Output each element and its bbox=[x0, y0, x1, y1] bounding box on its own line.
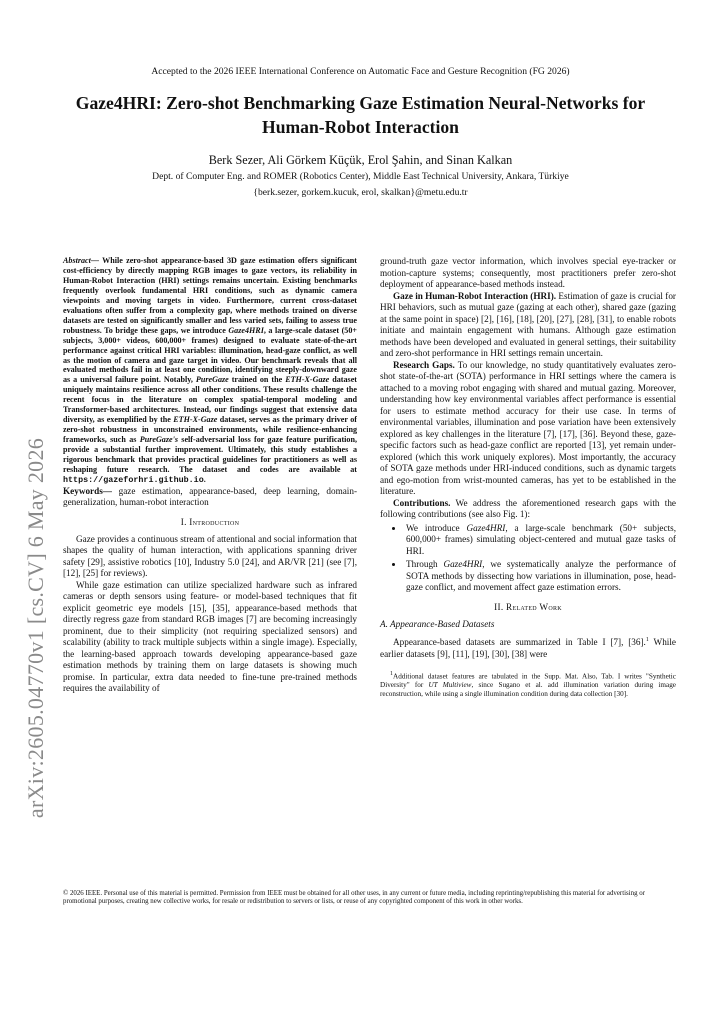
runin-heading: Contributions. bbox=[393, 497, 451, 508]
author-list: Berk Sezer, Ali Görkem Küçük, Erol Şahin, and Sinan Kalkan bbox=[208, 153, 513, 167]
intro-paragraph-2: While gaze estimation can utilize specialized hardware such as infrared cameras or depth sensors using feature- or model-based techniques that fit explicit geometric eye models [15], [35], appearance-based methods that directly regress gaze from standard RGB images [7] are becoming increasingly prominent, due to their simplicity (not requiring specialized sensors) and scalability (ability to track multiple subjects within a single image). Especially, the learning-based approach towards developing appearance-based gaze estimation methods by training them on large datasets is showing much promise. In particular, extra data needed to fine-tune pre-trained methods requires the availability of bbox=[63, 579, 357, 694]
runin-heading: Research Gaps. bbox=[393, 359, 455, 370]
author-emails: {berk.sezer, gorkem.kucuk, erol, skalkan}@metu.edu.tr bbox=[253, 187, 468, 198]
dataset-name: Gaze4HRI bbox=[443, 559, 483, 569]
section-heading-introduction: I. Introduction bbox=[180, 516, 240, 527]
method-name: PureGaze bbox=[195, 375, 229, 385]
abstract-label: Abstract bbox=[63, 256, 91, 265]
contributions-paragraph: Contributions. We address the aforementioned research gaps with the following contributions (see also Fig. 1): bbox=[380, 497, 676, 519]
keywords-label: Keywords— bbox=[63, 485, 112, 496]
datasets-paragraph: Appearance-based datasets are summarized in Table I [7], [36].$^1$ While earlier datasets [9], [11], [19], [30], [38] were bbox=[380, 637, 676, 659]
affiliation: Dept. of Computer Eng. and ROMER (Robotics Center), Middle East Technical University, Ankara, Türkiye bbox=[152, 171, 569, 182]
list-item: • Through Gaze4HRI, we systematically analyze the performance of SOTA methods by dissecting how variations in illumination, pose, head-gaze conflict, and movement affect gaze estimation errors. bbox=[404, 559, 676, 594]
dataset-name: ETH-X-Gaze bbox=[285, 375, 330, 385]
project-url[interactable]: https://gazeforhri.github.io bbox=[63, 474, 204, 485]
intro-paragraph-1: Gaze provides a continuous stream of attentional and social information that shapes the quality of human interaction, with applications spanning driver safety [29], assistive robotics [10], Industry 5.0 [24], and AR/VR [21] (see [7], [12], [25] for reviews). bbox=[63, 533, 357, 579]
left-column bbox=[63, 256, 357, 695]
paper-title: Gaze4HRI: Zero-shot Benchmarking Gaze Estimation Neural-Networks for Human-Robot Interaction bbox=[75, 93, 646, 137]
keywords: Keywords— gaze estimation, appearance-based, deep learning, domain-generalization, human-robot interaction bbox=[63, 485, 357, 508]
footnote: $^1$Additional dataset features are tabulated in the Supp. Mat. Also, Tab. I writes "Synthetic Diversity" for UT Multiview, since Sugano et al. add illumination variation during image reconstruction, while using a single illumination condition during data collection [30]. bbox=[380, 671, 676, 699]
copyright-notice: © 2026 IEEE. Personal use of this material is permitted. Permission from IEEE must be obtained for all other uses, in any current or future media, including reprinting/republishing this material for advertising or promotional purposes, creating new collective works, for resale or redistribution to servers or lists, or reuse of any copyrighted component of this work in other works. bbox=[63, 890, 645, 906]
method-name: PureGaze's bbox=[139, 435, 178, 445]
research-gaps-paragraph: Research Gaps. To our knowledge, no study quantitatively evaluates zero-shot state-of-the-art (SOTA) performance in HRI settings where the camera is attached to a moving robot engaging with shared and mutual gazing. Moreover, understanding how key environmental variables affect performance is essential for users to estimate method accuracy for their use case. In terms of environmental variables, illumination and pose variation have been extensively explored as key challenges in the literature [7], [17], [36]. Beyond these, gaze-specific factors such as head-gaze conflict are reported [13], yet remain under-explored (which this work uniquely explores). Most importantly, the accuracy of SOTA gaze methods under HRI-induced conditions, such as dynamic targets and ego-motion from wrist-mounted cameras, has yet to be established in the literature. bbox=[380, 359, 677, 496]
hri-paragraph: Gaze in Human-Robot Interaction (HRI). Estimation of gaze is crucial for HRI behaviors, such as mutual gaze (gazing at each other), shared gaze (gazing at the same point in space) [2], [16], [18], [20], [27], [28], [31], to enable robots initiate and maintain engagement with humans. Although gaze estimation methods have been developed and evaluated in general settings, their suitability and zero-shot performance in HRI settings remain uncertain. bbox=[380, 290, 676, 358]
section-heading-related-work: II. Related Work bbox=[494, 601, 562, 612]
runin-heading: Gaze in Human-Robot Interaction (HRI). bbox=[393, 290, 557, 301]
contribution-list bbox=[380, 523, 676, 594]
affiliation-block bbox=[0, 169, 721, 201]
dataset-name: Gaze4HRI bbox=[228, 325, 264, 335]
subsection-heading: A. Appearance-Based Datasets bbox=[380, 618, 495, 629]
conference-line: Accepted to the 2026 IEEE International Conference on Automatic Face and Gesture Recognition (FG 2026) bbox=[151, 66, 570, 77]
list-item: • We introduce Gaze4HRI, a large-scale benchmark (50+ subjects, 600,000+ frames) simulating object-centered and mutual gaze tasks of HRI. bbox=[404, 523, 676, 558]
intro-paragraph-continued: ground-truth gaze vector information, which involves special eye-tracker or motion-capture systems; consequently, most practitioners prefer zero-shot deployment of appearance-based methods instead. bbox=[380, 256, 676, 289]
dataset-name: UT Multiview bbox=[428, 681, 472, 690]
abstract: Abstract— While zero-shot appearance-based 3D gaze estimation offers significant cost-efficiency by directly mapping RGB images to gaze vectors, its reliability in Human-Robot Interaction (HRI) settings remains uncertain. Existing benchmarks frequently overlook fundamental HRI conditions, such as dynamic camera viewpoints and moving targets in video. Furthermore, current cross-dataset evaluations often suffer from a complexity gap, where methods trained on diverse datasets are tested on significantly smaller and less varied sets, failing to assess true robustness. To bridge these gaps, we introduce Gaze4HRI, a large-scale dataset (50+ subjects, 3,000+ videos, 600,000+ frames) designed to evaluate state-of-the-art performance against critical HRI variables: illumination, head-gaze conflict, as well as the motion of camera and gaze target in video. Our benchmark reveals that all evaluated methods fail in at least one condition, identifying steeply-downward gaze as a universal failure point. Notably, PureGaze trained on the ETH-X-Gaze dataset uniquely maintains resilience across all other conditions. These results challenge the recent focus in the literature on complex spatial-temporal modeling and Transformer-based architectures. Instead, our findings suggest that extensive data diversity, as exemplified by the ETH-X-Gaze dataset, serves as the primary driver of zero-shot robustness in unconstrained environments, while resilience-enhancing frameworks, such as PureGaze's self-adversarial loss for gaze feature purification, provide a substantial further improvement. Ultimately, this study establishes a rigorous benchmark that provides practical guidelines for practitioners as well as reshaping future research. The dataset and codes are available at https://gazeforhri.github.io. bbox=[63, 256, 357, 485]
dataset-name: ETH-X-Gaze bbox=[173, 415, 218, 425]
dataset-name: Gaze4HRI bbox=[466, 522, 506, 533]
right-column bbox=[380, 256, 676, 699]
footnote-marker[interactable]: 1 bbox=[645, 637, 649, 643]
arxiv-side-stamp: arXiv:2605.04770v1 [cs.CV] 6 May 2026 bbox=[23, 437, 48, 819]
